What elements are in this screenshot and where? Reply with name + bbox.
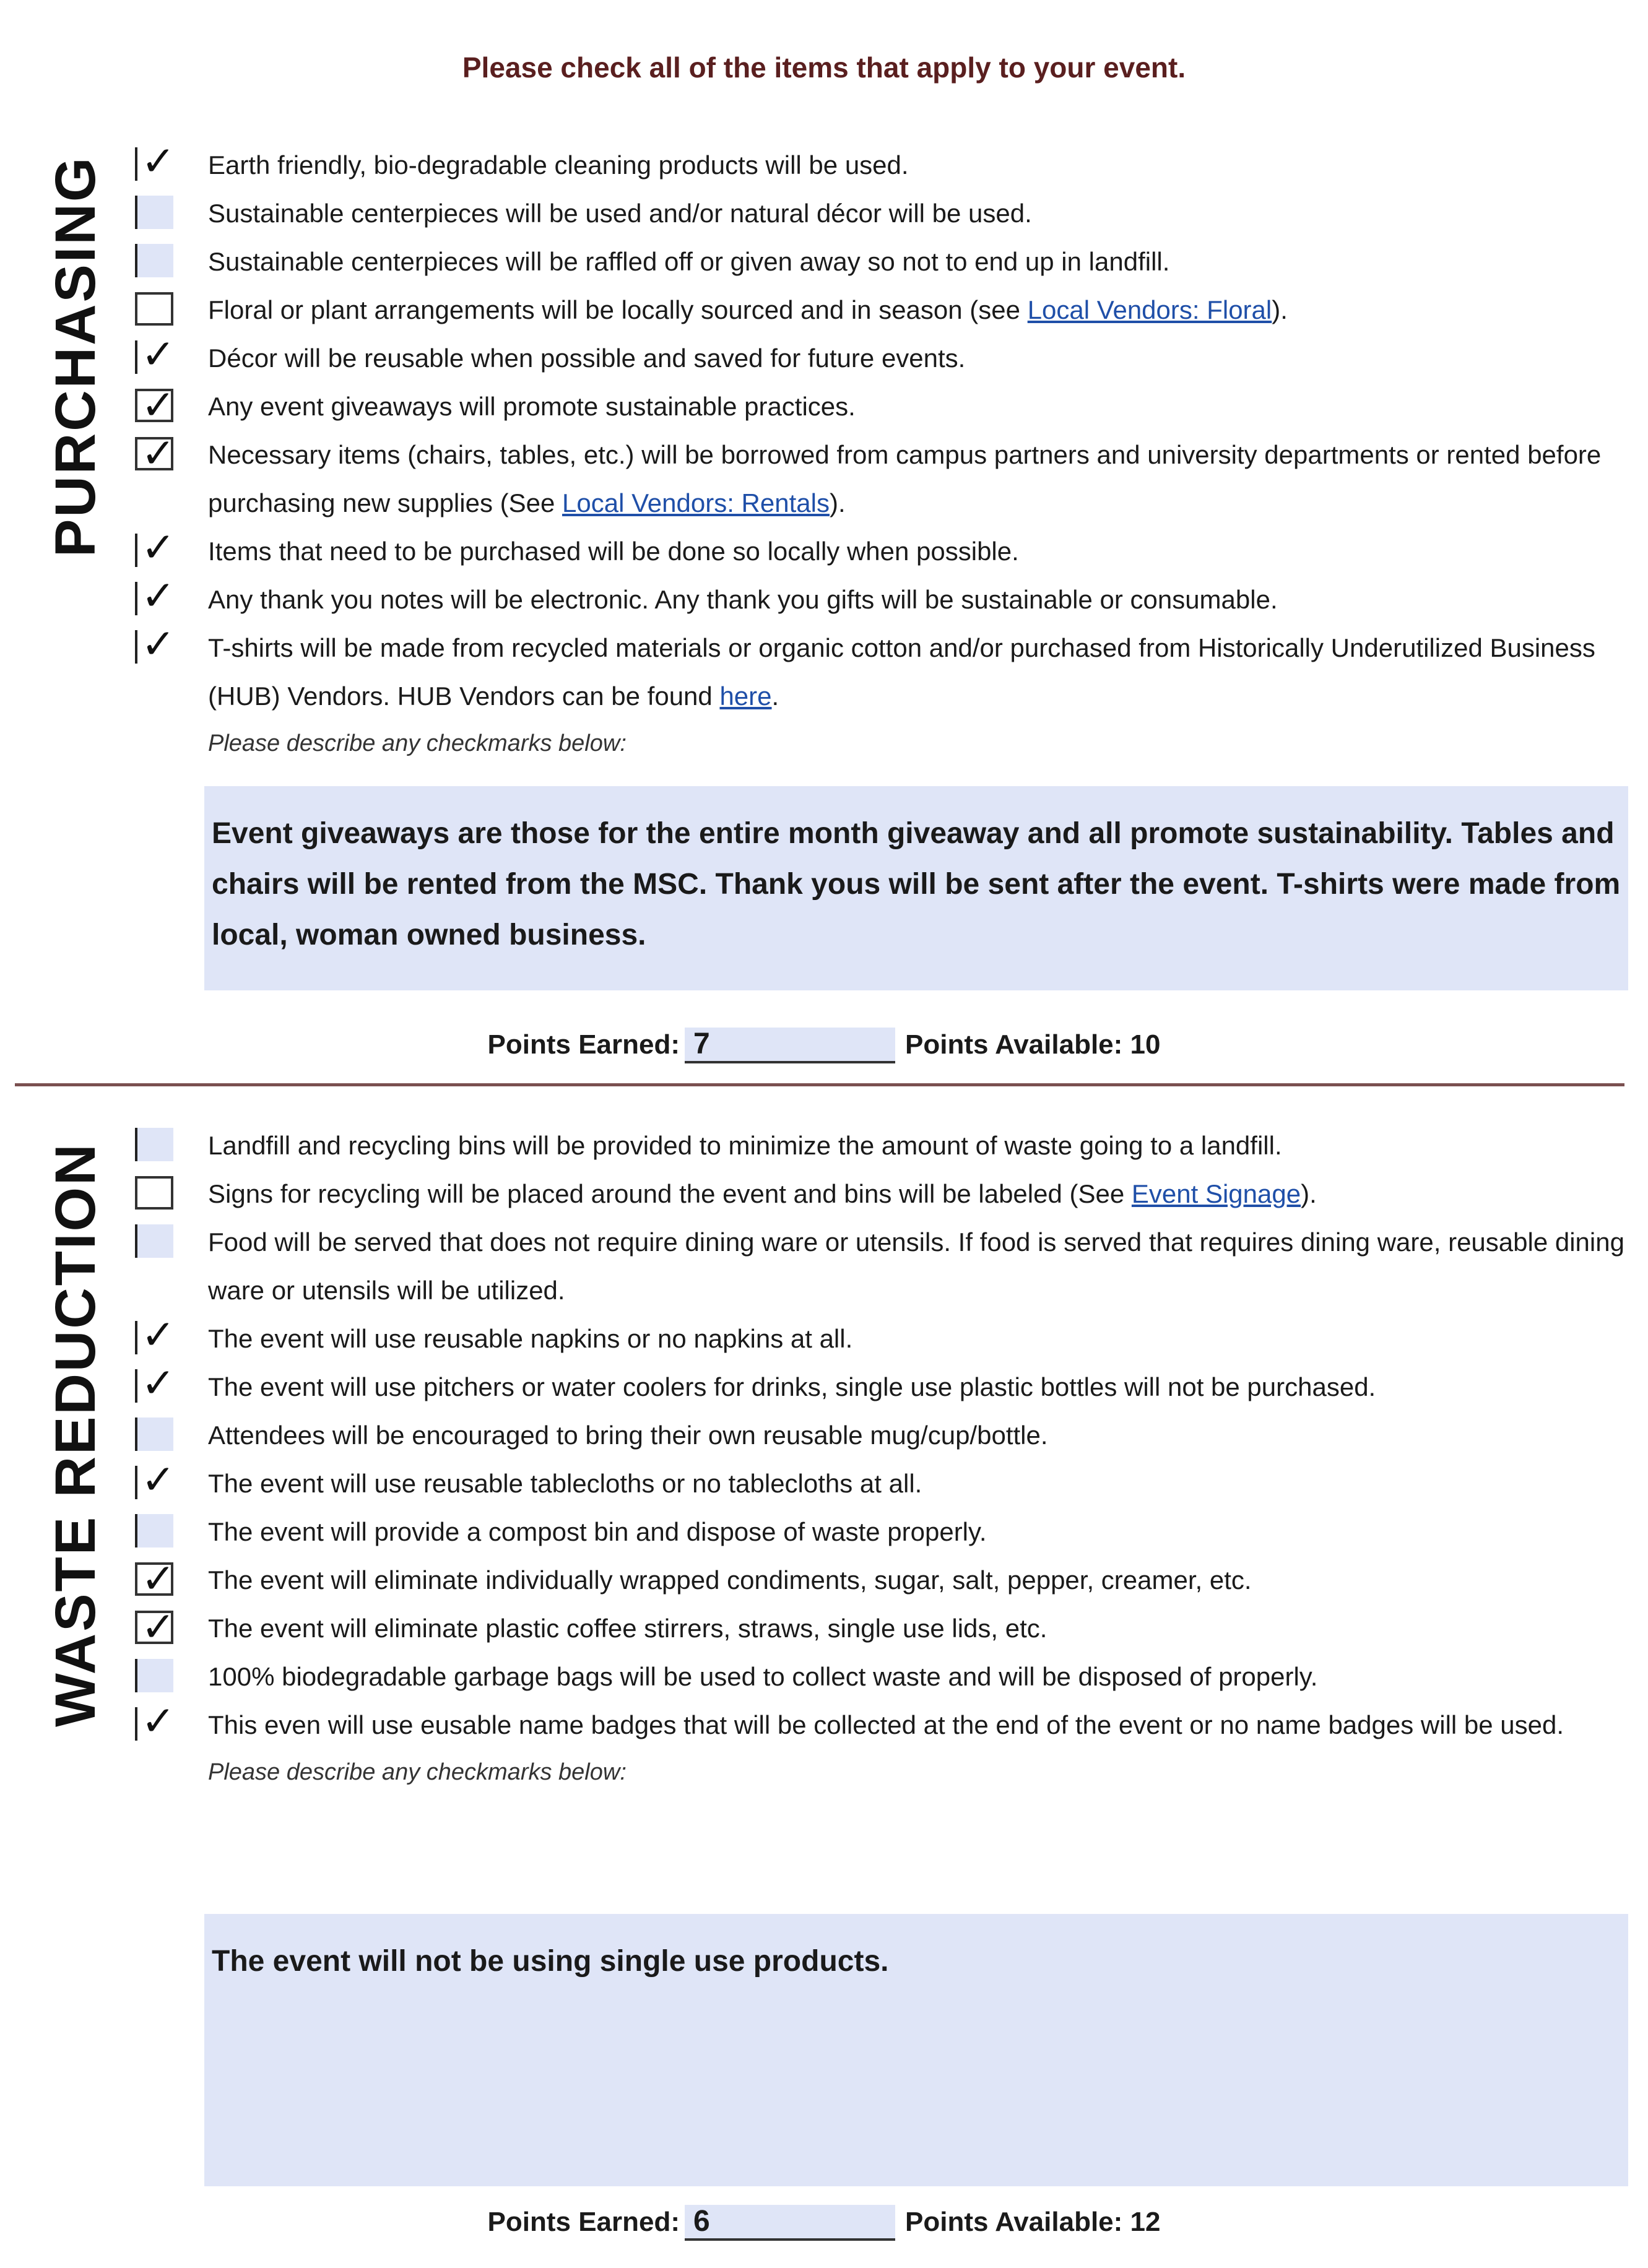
item-label: Landfill and recycling bins will be provided to minimize the amount of waste going to a landfill. [208,1131,1282,1160]
checklist-item [135,1604,1627,1653]
checklist-item-text [208,383,1627,431]
checklist-item-text [208,1508,1627,1556]
checkbox[interactable] [135,382,176,428]
checkbox[interactable] [135,524,176,570]
vendor-link[interactable]: here [719,682,772,711]
item-label: Earth friendly, bio-degradable cleaning products will be used. [208,150,909,180]
item-label: The event will eliminate individually wrapped condiments, sugar, salt, pepper, creamer, etc. [208,1565,1252,1595]
item-label: Food will be served that does not require dining ware or utensils. If food is served that requires dining ware, reusable dining ware or utensils will be utilized. [208,1227,1624,1305]
purchasing-description-field[interactable]: Event giveaways are those for the entire month giveaway and all promote sustainability. Tables and chairs will be rented from the MSC. Thank yous will be sent after the event. T-shirts were made from local, woman owned business. [204,786,1628,990]
item-label: The event will provide a compost bin and dispose of waste properly. [208,1517,987,1546]
checkmark-icon: ✓ [141,1312,176,1357]
item-label: The event will use pitchers or water coolers for drinks, single use plastic bottles will not be purchased. [208,1372,1376,1401]
checklist-item-text [208,527,1627,576]
checklist-item [135,573,1627,624]
checkmark-icon: ✓ [141,430,176,476]
checkbox[interactable] [135,1418,173,1451]
checklist-item-text [208,141,1627,189]
checkmark-icon: ✓ [141,1360,176,1406]
checkmark-icon: ✓ [141,1698,176,1744]
describe-prompt: Please describe any checkmarks below: [208,1759,627,1785]
checkbox[interactable] [135,1659,173,1692]
checklist-item [135,1556,1627,1604]
item-label-suffix: ). [1301,1179,1317,1208]
checklist-item-text [208,286,1627,334]
checklist-item [135,238,1627,286]
item-label: Items that need to be purchased will be done so locally when possible. [208,537,1019,566]
vendor-link[interactable]: Event Signage [1131,1179,1301,1208]
checklist-item [135,138,1627,189]
item-label: This even will use eusable name badges that will be collected at the end of the event or no name badges will be used. [208,1710,1564,1739]
item-label-suffix: ). [829,488,846,517]
points-earned-field[interactable]: 7 [685,1028,895,1063]
checkbox[interactable] [135,292,173,326]
checklist-item-text [208,1363,1627,1411]
checklist-item [135,383,1627,431]
checklist-item [135,1508,1627,1556]
item-label: The event will eliminate plastic coffee stirrers, straws, single use lids, etc. [208,1614,1047,1643]
checklist-item [135,1456,1627,1508]
checkmark-icon: ✓ [141,573,176,618]
item-label-suffix: ). [1272,295,1288,324]
checkbox[interactable] [135,1176,173,1210]
checkbox[interactable] [135,1514,173,1547]
describe-prompt: Please describe any checkmarks below: [208,730,627,756]
checkbox[interactable] [135,196,173,229]
checklist-item-text [208,189,1627,238]
checklist-item [135,621,1627,721]
checkmark-icon: ✓ [141,331,176,377]
checklist-item-text [208,1315,1627,1363]
checklist-item-text [208,1170,1627,1218]
checklist-item-text [208,1701,1627,1749]
checklist-item [135,331,1627,383]
checkmark-icon: ✓ [141,524,176,570]
vendor-link[interactable]: Local Vendors: Rentals [562,488,830,517]
points-available-label: Points Available: 12 [905,2207,1161,2237]
item-label: 100% biodegradable garbage bags will be used to collect waste and will be disposed of properly. [208,1662,1318,1691]
checklist-item-text [208,576,1627,624]
checklist-item-text [208,238,1627,286]
purchasing-checklist [135,138,1627,766]
page-header: Please check all of the items that apply to your event. [462,51,1186,84]
item-label: Sustainable centerpieces will be used and/or natural décor will be used. [208,199,1032,228]
checklist-item [135,1411,1627,1460]
item-label: Sustainable centerpieces will be raffled off or given away so not to end up in landfill. [208,247,1170,276]
checkmark-icon: ✓ [141,1604,176,1650]
checkmark-icon: ✓ [141,621,176,667]
checklist-item-text [208,1460,1627,1508]
checkbox[interactable] [135,1456,176,1502]
item-label: Signs for recycling will be placed around the event and bins will be labeled (See [208,1179,1132,1208]
checkbox[interactable] [135,1360,176,1406]
checklist-item-text [208,624,1627,721]
checkbox[interactable] [135,430,176,476]
checkbox[interactable] [135,1698,176,1744]
waste-checklist [135,1122,1627,1795]
section-title-waste-reduction: WASTE REDUCTION [44,1142,107,1727]
checkbox[interactable] [135,1312,176,1357]
checklist-item-text [208,1122,1627,1170]
checkbox[interactable] [135,138,176,184]
checklist-item-text [208,1653,1627,1701]
checkmark-icon: ✓ [141,138,176,184]
checklist-item-text [208,1556,1627,1604]
checkbox[interactable] [135,1128,173,1161]
points-available-label: Points Available: 10 [905,1029,1161,1060]
checkbox[interactable] [135,573,176,618]
checklist-item [135,431,1627,527]
purchasing-points [0,1028,1648,1063]
item-label: Attendees will be encouraged to bring their own reusable mug/cup/bottle. [208,1421,1048,1450]
checklist-item [135,1312,1627,1363]
checklist-item-text [208,1218,1627,1315]
item-label: Any thank you notes will be electronic. Any thank you gifts will be sustainable or consumable. [208,585,1278,614]
item-label: Décor will be reusable when possible and saved for future events. [208,344,966,373]
waste-points [0,2205,1648,2241]
item-label: Floral or plant arrangements will be locally sourced and in season (see [208,295,1028,324]
checklist-item-text [208,431,1627,527]
checkbox[interactable] [135,331,176,377]
checklist-item [135,1360,1627,1411]
checkbox[interactable] [135,244,173,277]
checklist-item [135,524,1627,576]
checkbox[interactable] [135,621,176,667]
checklist-item [135,1170,1627,1218]
checklist-item-text [208,1604,1627,1653]
section-title-purchasing: PURCHASING [44,155,107,557]
points-earned-label: Points Earned: [487,1029,680,1060]
checkmark-icon: ✓ [141,1556,176,1601]
points-earned-field[interactable]: 6 [685,2205,895,2241]
checkmark-icon: ✓ [141,1456,176,1502]
checklist-item [135,1653,1627,1701]
section-divider [15,1083,1624,1086]
checklist-item [135,286,1627,334]
checklist-item [135,1122,1627,1170]
checklist-item [135,189,1627,238]
checklist-item-text [208,1411,1627,1460]
checkbox[interactable] [135,1604,176,1650]
checklist-item [135,1698,1627,1749]
item-label: The event will use reusable tablecloths or no tablecloths at all. [208,1469,922,1498]
checklist-item [135,1218,1627,1315]
checkbox[interactable] [135,1224,173,1258]
waste-description-field[interactable]: The event will not be using single use products. [204,1914,1628,2186]
item-label: Necessary items (chairs, tables, etc.) will be borrowed from campus partners and university departments or rented before purchasing new supplies (See [208,440,1602,517]
checklist-item-text [208,334,1627,383]
points-earned-label: Points Earned: [487,2207,680,2237]
item-label-suffix: . [771,682,779,711]
checkmark-icon: ✓ [141,382,176,428]
item-label: T-shirts will be made from recycled materials or organic cotton and/or purchased from Historically Underutilized Business (HUB) Vendors. HUB Vendors can be found [208,633,1595,711]
item-label: Any event giveaways will promote sustainable practices. [208,392,856,421]
checkbox[interactable] [135,1556,176,1601]
item-label: The event will use reusable napkins or no napkins at all. [208,1324,853,1353]
vendor-link[interactable]: Local Vendors: Floral [1027,295,1272,324]
